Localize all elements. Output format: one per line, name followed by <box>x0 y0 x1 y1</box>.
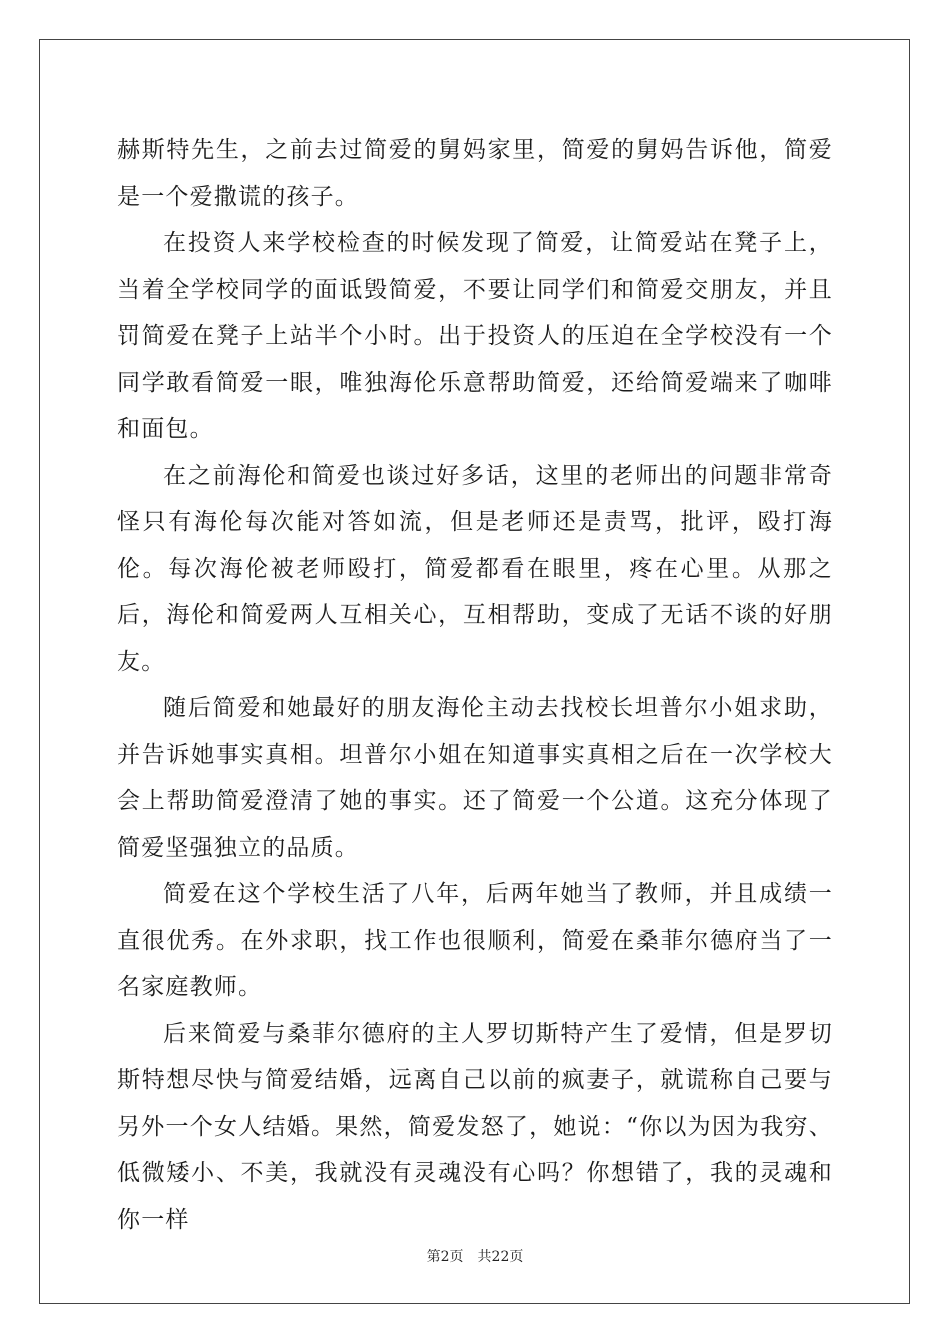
page-footer <box>0 1246 950 1266</box>
paragraph: 在投资人来学校检查的时候发现了简爱，让简爱站在凳子上，当着全学校同学的面诋毁简爱，不要让同学们和简爱交朋友，并且罚简爱在凳子上站半个小时。出于投资人的压迫在全学校没有一个同学敢看简爱一眼，唯独海伦乐意帮助简爱，还给简爱端来了咖啡和面包。 <box>117 230 833 442</box>
paragraph: 后来简爱与桑菲尔德府的主人罗切斯特产生了爱情，但是罗切斯特想尽快与简爱结婚，远离自己以前的疯妻子，就谎称自己要与另外一个女人结婚。果然，简爱发怒了，她说：“你以为因为我穷、低微矮小、不美，我就没有灵魂没有心吗？你想错了，我的灵魂和你一样 <box>117 1020 833 1233</box>
paragraph: 赫斯特先生，之前去过简爱的舅妈家里，简爱的舅妈告诉他，简爱是一个爱撒谎的孩子。 <box>117 137 833 210</box>
paragraph: 简爱在这个学校生活了八年，后两年她当了教师，并且成绩一直很优秀。在外求职，找工作也很顺利，简爱在桑菲尔德府当了一名家庭教师。 <box>117 881 833 1000</box>
document-body <box>117 127 833 1243</box>
page-number: 第2页 <box>426 1249 464 1265</box>
paragraph: 在之前海伦和简爱也谈过好多话，这里的老师出的问题非常奇怪只有海伦每次能对答如流，但是老师还是责骂，批评，殴打海伦。每次海伦被老师殴打，简爱都看在眼里，疼在心里。从那之后，海伦和简爱两人互相关心，互相帮助，变成了无话不谈的好朋友。 <box>117 462 833 675</box>
paragraph: 随后简爱和她最好的朋友海伦主动去找校长坦普尔小姐求助，并告诉她事实真相。坦普尔小姐在知道事实真相之后在一次学校大会上帮助简爱澄清了她的事实。还了简爱一个公道。这充分体现了简爱坚强独立的品质。 <box>117 695 833 861</box>
page-total: 共22页 <box>477 1249 524 1265</box>
